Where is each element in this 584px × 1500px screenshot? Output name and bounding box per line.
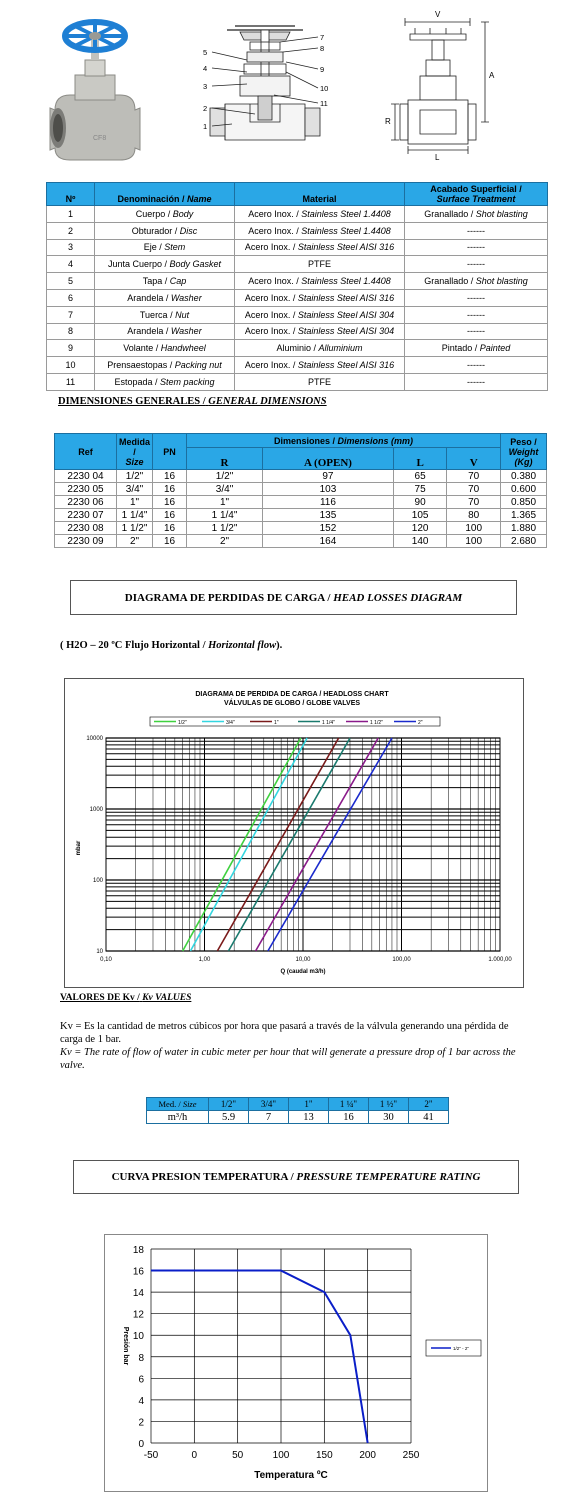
dims-cell-w: 2.680 (501, 535, 547, 548)
dims-cell-l: 65 (393, 470, 447, 483)
dims-cell-ref: 2230 05 (55, 483, 117, 496)
part-finish-es: ------ (467, 309, 485, 320)
dim-v-label: V (435, 10, 441, 19)
pt-y-tick: 0 (138, 1439, 144, 1450)
part-finish (405, 373, 548, 390)
dim-r-label: R (385, 117, 391, 126)
pt-title-box (73, 1160, 519, 1194)
headloss-x-tick: 0,10 (100, 957, 112, 963)
dims-cell-l: 140 (393, 535, 447, 548)
pt-y-tick: 8 (138, 1352, 144, 1364)
pressure-temperature-chart (104, 1234, 488, 1492)
col-size-1: Medida (119, 436, 151, 447)
headloss-y-tick: 10 (96, 949, 103, 955)
part-finish (405, 323, 548, 340)
part-number: 4 (47, 256, 95, 273)
dims-cell-r: 2" (187, 535, 263, 548)
part-name (95, 357, 235, 374)
part-name-es: Tapa / (142, 276, 168, 287)
part-name (95, 222, 235, 239)
part-name-es: Prensaestopas / (107, 360, 173, 371)
part-number: 3 (47, 239, 95, 256)
kv-value: 30 (369, 1111, 409, 1124)
pt-x-tick: 200 (359, 1450, 377, 1461)
part-name (95, 323, 235, 340)
kv-value: 13 (289, 1111, 329, 1124)
col-v: V (447, 448, 501, 470)
headloss-legend-label: 2" (418, 720, 423, 726)
part-number: 6 (47, 289, 95, 306)
dims-cell-r: 3/4" (187, 483, 263, 496)
dims-cell-a: 103 (263, 483, 394, 496)
part-material-es: Acero Inox. / (244, 292, 296, 303)
part-finish (405, 206, 548, 223)
parts-row (47, 273, 548, 290)
dims-body (55, 470, 547, 548)
part-name-es: Cuerpo / (135, 208, 171, 219)
headloss-x-tick: 100,00 (392, 957, 411, 963)
kv-title-en: Kv VALUES (142, 993, 192, 1003)
dims-cell-pn: 16 (153, 483, 187, 496)
part-material (235, 357, 405, 374)
part-finish-es: ------ (467, 225, 485, 236)
kv-size: 1/2" (209, 1098, 249, 1111)
pt-x-tick: 250 (402, 1450, 420, 1461)
part-name-en: Body (172, 208, 194, 219)
dims-cell-w: 1.365 (501, 509, 547, 522)
pt-y-tick: 4 (138, 1395, 144, 1407)
part-material-en: Stainless Steel AISI 304 (297, 309, 395, 320)
dimension-drawing (385, 10, 495, 162)
part-finish (405, 340, 548, 357)
head-losses-title-es: DIAGRAMA DE PERDIDAS DE CARGA / (124, 591, 331, 604)
col-dims (187, 434, 501, 448)
kv-size-header-en: Size (182, 1099, 197, 1109)
col-n: Nº (47, 183, 95, 206)
part-material-es: Acero Inox. / (248, 225, 299, 236)
kv-size: 3/4" (249, 1098, 289, 1111)
headloss-x-tick: 10,00 (295, 957, 311, 963)
part-finish-es: ------ (467, 259, 485, 270)
flow-condition-end: ). (276, 640, 283, 651)
pt-x-tick: 50 (232, 1450, 244, 1461)
dims-cell-pn: 16 (153, 496, 187, 509)
dimensions-title-es: DIMENSIONES GENERALES / (58, 396, 206, 407)
part-finish-es: ------ (467, 292, 485, 303)
part-name-es: Arandela / (127, 326, 169, 337)
dims-cell-r: 1/2" (187, 470, 263, 483)
dimensions-title-en: GENERAL DIMENSIONS (208, 396, 327, 407)
col-name-en: Name (187, 194, 212, 204)
pt-y-tick: 14 (132, 1288, 144, 1300)
dims-cell-w: 0.850 (501, 496, 547, 509)
dims-cell-size: 2" (117, 535, 153, 548)
pt-ylabel: Presión bar (122, 1326, 129, 1366)
dims-row (55, 496, 547, 509)
dims-row (55, 535, 547, 548)
part-number: 5 (47, 273, 95, 290)
section-drawing (203, 26, 328, 140)
part-number: 10 (47, 357, 95, 374)
col-weight-2: Weight (508, 446, 539, 457)
parts-row (47, 340, 548, 357)
headloss-x-tick: 1,00 (198, 957, 211, 963)
valve-photo (50, 22, 140, 160)
parts-table (46, 182, 548, 391)
part-material-es: PTFE (307, 259, 331, 270)
col-dims-es: Dimensiones / (273, 435, 335, 446)
headloss-ylabel: mbar (76, 840, 82, 856)
part-name-es: Junta Cuerpo / (107, 259, 167, 270)
dims-header-row-1 (55, 434, 547, 448)
dims-cell-ref: 2230 07 (55, 509, 117, 522)
parts-row (47, 323, 548, 340)
kv-definition-es: Kv = Es la cantidad de metros cúbicos por hora que pasará a través de la válvula generando una pérdida de carga de 1 bar. (60, 1021, 509, 1045)
part-name-en: Body Gasket (169, 259, 222, 270)
part-finish-es: Granallado / (424, 208, 474, 219)
kv-size-header-es: Med. / (158, 1099, 181, 1109)
dim-l-label: L (435, 153, 440, 162)
part-material (235, 323, 405, 340)
part-name-en: Washer (170, 326, 202, 337)
pt-y-tick: 16 (132, 1266, 144, 1278)
kv-size-header (147, 1098, 209, 1111)
col-a: A (OPEN) (263, 448, 394, 470)
part-material-en: Stainless Steel 1.4408 (301, 208, 391, 219)
part-finish (405, 256, 548, 273)
part-material-en: Stainless Steel AISI 316 (297, 360, 395, 371)
dims-cell-w: 0.380 (501, 470, 547, 483)
part-name-es: Estopada / (114, 376, 158, 387)
dims-cell-l: 120 (393, 522, 447, 535)
kv-size: 1" (289, 1098, 329, 1111)
kv-value: 7 (249, 1111, 289, 1124)
col-r: R (187, 448, 263, 470)
part-finish-es: ------ (467, 376, 485, 387)
headloss-subtitle: VÁLVULAS DE GLOBO / GLOBE VALVES (223, 700, 361, 707)
col-size-3: Size (125, 456, 144, 467)
headloss-title: DIAGRAMA DE PERDIDA DE CARGA / HEADLOSS CHART (195, 691, 389, 698)
col-size (117, 434, 153, 470)
dims-cell-r: 1 1/2" (187, 522, 263, 535)
part-finish (405, 357, 548, 374)
part-material-en: Stainless Steel 1.4408 (301, 276, 391, 287)
part-name-es: Arandela / (127, 292, 169, 303)
parts-row (47, 357, 548, 374)
part-material-es: PTFE (307, 376, 331, 387)
col-name (95, 183, 235, 206)
headloss-y-tick: 10000 (86, 736, 103, 742)
pt-y-tick: 18 (132, 1245, 144, 1256)
part-material (235, 256, 405, 273)
parts-row (47, 206, 548, 223)
pt-x-tick: -50 (143, 1450, 159, 1461)
dims-cell-w: 0.600 (501, 483, 547, 496)
col-l: L (393, 448, 447, 470)
part-name (95, 273, 235, 290)
dims-row (55, 522, 547, 535)
part-material-en: Stainless Steel AISI 304 (297, 326, 395, 337)
col-weight-1: Peso / (510, 436, 537, 447)
part-material-es: Acero Inox. / (244, 309, 296, 320)
part-material (235, 289, 405, 306)
dims-cell-ref: 2230 06 (55, 496, 117, 509)
part-finish-es: Granallado / (424, 276, 474, 287)
part-finish-es: ------ (467, 242, 485, 253)
part-label-8: 8 (320, 44, 325, 53)
parts-row (47, 256, 548, 273)
dims-cell-size: 1" (117, 496, 153, 509)
part-finish (405, 222, 548, 239)
part-label-11: 11 (320, 99, 328, 108)
dims-cell-v: 70 (447, 470, 501, 483)
parts-row (47, 306, 548, 323)
pt-y-tick: 12 (132, 1309, 144, 1321)
part-name (95, 373, 235, 390)
kv-size: 2" (409, 1098, 449, 1111)
part-label-4: 4 (203, 64, 208, 73)
dims-cell-size: 1/2" (117, 470, 153, 483)
dimensions-title (58, 396, 327, 407)
col-finish (405, 183, 548, 206)
valve-illustrations (0, 0, 584, 175)
part-material-es: Acero Inox. / (244, 242, 296, 253)
part-label-9: 9 (320, 65, 325, 74)
headloss-legend-label: 1 1/2" (370, 720, 383, 726)
dims-cell-pn: 16 (153, 509, 187, 522)
dims-cell-v: 100 (447, 522, 501, 535)
col-size-2: / (133, 446, 136, 457)
part-name-en: Nut (175, 309, 190, 320)
col-finish-es: Acabado Superficial / (430, 184, 522, 194)
pt-y-tick: 2 (138, 1417, 144, 1429)
part-material-es: Acero Inox. / (248, 276, 299, 287)
part-number: 1 (47, 206, 95, 223)
part-name (95, 340, 235, 357)
part-number: 7 (47, 306, 95, 323)
part-material (235, 222, 405, 239)
part-name (95, 256, 235, 273)
part-material (235, 239, 405, 256)
part-finish-en: Shot blasting (475, 276, 528, 287)
kv-size: 1 ½" (369, 1098, 409, 1111)
part-label-1: 1 (203, 122, 208, 131)
body-mark: CF8 (93, 135, 107, 142)
part-number: 8 (47, 323, 95, 340)
dims-cell-a: 116 (263, 496, 394, 509)
part-finish (405, 306, 548, 323)
part-material (235, 373, 405, 390)
part-name (95, 239, 235, 256)
dims-row (55, 483, 547, 496)
parts-row (47, 373, 548, 390)
part-material-en: Stainless Steel AISI 316 (297, 242, 395, 253)
parts-row (47, 239, 548, 256)
pt-legend-label: 1/2" - 2" (453, 1346, 469, 1351)
dims-cell-r: 1 1/4" (187, 509, 263, 522)
dims-row (55, 509, 547, 522)
part-material-es: Acero Inox. / (244, 326, 296, 337)
dims-cell-ref: 2230 04 (55, 470, 117, 483)
part-name-es: Volante / (123, 343, 159, 354)
dimensions-table (54, 433, 547, 548)
col-finish-en: Surface Treatment (436, 194, 516, 204)
part-finish (405, 273, 548, 290)
dims-cell-a: 164 (263, 535, 394, 548)
headloss-legend-label: 1" (274, 720, 279, 726)
dims-cell-l: 75 (393, 483, 447, 496)
part-material (235, 273, 405, 290)
dims-cell-size: 1 1/4" (117, 509, 153, 522)
part-label-2: 2 (203, 104, 208, 113)
part-material-es: Acero Inox. / (248, 208, 299, 219)
part-finish (405, 239, 548, 256)
dims-cell-a: 152 (263, 522, 394, 535)
headloss-y-tick: 100 (92, 878, 103, 884)
headloss-x-tick: 1.000,00 (488, 957, 512, 963)
pt-y-tick: 10 (132, 1331, 144, 1343)
kv-values-row (147, 1111, 449, 1124)
part-finish-en: Shot blasting (475, 208, 528, 219)
dims-cell-w: 1.880 (501, 522, 547, 535)
kv-value: 41 (409, 1111, 449, 1124)
part-name-en: Stem (164, 242, 186, 253)
part-material-en: Alluminium (318, 343, 363, 354)
dims-cell-r: 1" (187, 496, 263, 509)
part-material-es: Acero Inox. / (244, 360, 296, 371)
col-name-es: Denominación / (117, 194, 185, 204)
kv-title (60, 993, 191, 1003)
dims-cell-a: 97 (263, 470, 394, 483)
kv-definition-en: Kv = The rate of flow of water in cubic meter per hour that will generate a pressure drop of 1 bar across the valve. (60, 1047, 516, 1071)
pt-x-tick: 0 (191, 1450, 198, 1461)
col-weight-3: (Kg) (514, 456, 533, 467)
dims-cell-pn: 16 (153, 470, 187, 483)
headloss-legend-label: 1/2" (178, 720, 187, 726)
headloss-legend-label: 3/4" (226, 720, 235, 726)
part-material-en: Stainless Steel AISI 316 (297, 292, 395, 303)
part-material (235, 206, 405, 223)
col-ref: Ref (55, 434, 117, 470)
dims-cell-v: 100 (447, 535, 501, 548)
part-name-es: Tuerca / (139, 309, 173, 320)
pt-frame (105, 1235, 488, 1492)
dims-cell-l: 105 (393, 509, 447, 522)
part-name-en: Washer (170, 292, 202, 303)
col-dims-en: Dimensions (mm) (337, 435, 414, 446)
part-name-en: Disc (179, 225, 198, 236)
head-losses-title-box (70, 580, 517, 615)
part-name (95, 289, 235, 306)
kv-title-es: VALORES DE Kv / (60, 993, 140, 1003)
headloss-chart (64, 678, 524, 988)
dims-cell-size: 3/4" (117, 483, 153, 496)
dims-cell-pn: 16 (153, 522, 187, 535)
part-finish (405, 289, 548, 306)
kv-value: 16 (329, 1111, 369, 1124)
parts-row (47, 222, 548, 239)
headloss-legend-label: 1 1/4" (322, 720, 335, 726)
dims-cell-size: 1 1/2" (117, 522, 153, 535)
flow-condition (60, 640, 282, 651)
col-weight (501, 434, 547, 470)
dims-cell-a: 135 (263, 509, 394, 522)
dim-a-label: A (489, 71, 495, 80)
part-name-es: Obturador / (131, 225, 178, 236)
parts-row (47, 289, 548, 306)
headloss-xlabel: Q (caudal m3/h) (280, 969, 326, 975)
pt-x-tick: 150 (315, 1450, 333, 1461)
part-finish-es: ------ (467, 326, 485, 337)
dims-cell-l: 90 (393, 496, 447, 509)
dims-cell-v: 70 (447, 483, 501, 496)
part-name-en: Handwheel (160, 343, 206, 354)
kv-header-row (147, 1098, 449, 1111)
pt-title-en: PRESSURE TEMPERATURE RATING (296, 1171, 481, 1183)
col-material: Material (235, 183, 405, 206)
flow-condition-en: Horizontal flow (208, 640, 277, 651)
part-name (95, 306, 235, 323)
parts-header-row (47, 183, 548, 206)
part-label-5: 5 (203, 48, 208, 57)
flow-condition-es: ( H2O – 20 ºC Flujo Horizontal / (60, 640, 206, 651)
kv-unit: m³/h (147, 1111, 209, 1124)
part-material-es: Aluminio / (276, 343, 316, 354)
part-number: 9 (47, 340, 95, 357)
dims-cell-pn: 16 (153, 535, 187, 548)
dims-cell-v: 80 (447, 509, 501, 522)
dims-cell-ref: 2230 09 (55, 535, 117, 548)
part-finish-en: Painted (479, 343, 511, 354)
dims-row (55, 470, 547, 483)
col-pn: PN (153, 434, 187, 470)
part-material (235, 340, 405, 357)
part-name (95, 206, 235, 223)
kv-value: 5.9 (209, 1111, 249, 1124)
part-number: 2 (47, 222, 95, 239)
part-material (235, 306, 405, 323)
head-losses-title-en: HEAD LOSSES DIAGRAM (333, 591, 463, 604)
part-name-en: Cap (169, 276, 187, 287)
part-name-en: Packing nut (174, 360, 222, 371)
kv-table (146, 1097, 449, 1124)
part-finish-es: Pintado / (441, 343, 478, 354)
dims-cell-v: 70 (447, 496, 501, 509)
headloss-y-tick: 1000 (89, 807, 103, 813)
part-number: 11 (47, 373, 95, 390)
part-label-10: 10 (320, 84, 329, 93)
part-name-en: Stem packing (160, 376, 215, 387)
part-label-3: 3 (203, 82, 208, 91)
part-finish-es: ------ (467, 360, 485, 371)
kv-size: 1 ¼" (329, 1098, 369, 1111)
part-material-en: Stainless Steel 1.4408 (301, 225, 391, 236)
part-label-7: 7 (320, 33, 325, 42)
pt-y-tick: 6 (138, 1374, 144, 1386)
pt-title-es: CURVA PRESION TEMPERATURA / (111, 1171, 294, 1183)
parts-body (47, 206, 548, 391)
pt-x-tick: 100 (272, 1450, 290, 1461)
pt-xlabel: Temperatura ºC (254, 1470, 328, 1481)
dims-cell-ref: 2230 08 (55, 522, 117, 535)
part-name-es: Eje / (143, 242, 162, 253)
